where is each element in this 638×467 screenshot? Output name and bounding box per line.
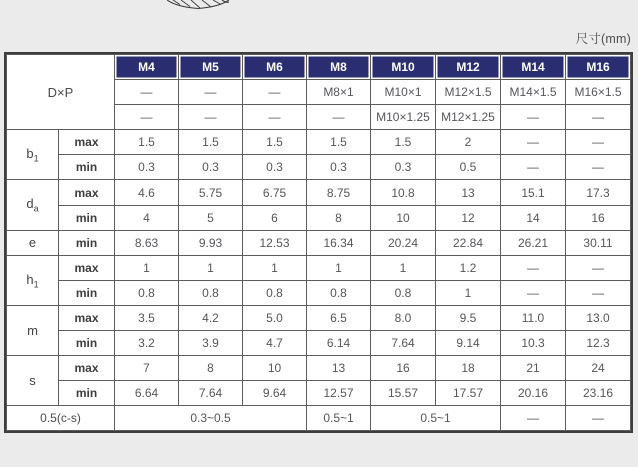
cell: 6.64 bbox=[115, 381, 179, 406]
footer-row bbox=[7, 406, 631, 431]
param-row-e-min bbox=[7, 230, 631, 255]
cell: 9.14 bbox=[436, 331, 501, 356]
size-header-m16: M16 bbox=[566, 55, 631, 80]
cell: 0.8 bbox=[371, 280, 436, 305]
cell: 26.21 bbox=[501, 230, 566, 255]
param-row-da-min bbox=[7, 205, 631, 230]
cell: 10 bbox=[371, 205, 436, 230]
cell: 8.0 bbox=[371, 305, 436, 330]
cell: 1.5 bbox=[115, 130, 179, 155]
size-header-m5: M5 bbox=[179, 55, 243, 80]
cell: — bbox=[501, 155, 566, 180]
footer-cell: — bbox=[501, 406, 566, 431]
size-header-row bbox=[7, 55, 631, 80]
cell: 0.8 bbox=[307, 280, 371, 305]
cell: 2 bbox=[436, 130, 501, 155]
limit-label: min bbox=[59, 280, 115, 305]
cell: — bbox=[179, 80, 243, 105]
limit-label: min bbox=[59, 155, 115, 180]
cell: 3.2 bbox=[115, 331, 179, 356]
cell: 1.5 bbox=[179, 130, 243, 155]
footer-cell: 0.5~1 bbox=[371, 406, 501, 431]
footer-cell: 0.3~0.5 bbox=[115, 406, 307, 431]
limit-label: max bbox=[59, 356, 115, 381]
cell: 17.3 bbox=[566, 180, 631, 205]
param-row-h1-min bbox=[7, 280, 631, 305]
size-header-m8: M8 bbox=[307, 55, 371, 80]
cell: 13 bbox=[436, 180, 501, 205]
cell: 3.9 bbox=[179, 331, 243, 356]
cell: 1.2 bbox=[436, 255, 501, 280]
cell: 13 bbox=[307, 356, 371, 381]
cell: — bbox=[501, 255, 566, 280]
size-header-m6: M6 bbox=[243, 55, 307, 80]
corner-dxp-label: D×P bbox=[7, 55, 115, 130]
cell: — bbox=[115, 105, 179, 130]
limit-label: max bbox=[59, 180, 115, 205]
cell: 12 bbox=[436, 205, 501, 230]
cell: 6 bbox=[243, 205, 307, 230]
cell: M12×1.5 bbox=[436, 80, 501, 105]
limit-label: min bbox=[59, 205, 115, 230]
cell: 4.2 bbox=[179, 305, 243, 330]
cell: — bbox=[501, 280, 566, 305]
cell: — bbox=[243, 80, 307, 105]
cell: 6.75 bbox=[243, 180, 307, 205]
unit-label: 尺寸(mm) bbox=[575, 32, 631, 46]
cell: — bbox=[566, 255, 631, 280]
cell: 24 bbox=[566, 356, 631, 381]
cell: 8 bbox=[179, 356, 243, 381]
cell: M12×1.25 bbox=[436, 105, 501, 130]
cell: 5 bbox=[179, 205, 243, 230]
cell: 13.0 bbox=[566, 305, 631, 330]
spec-table-container bbox=[4, 52, 633, 433]
limit-label: max bbox=[59, 255, 115, 280]
cell: 7.64 bbox=[179, 381, 243, 406]
spec-table bbox=[6, 54, 631, 431]
cell: — bbox=[115, 80, 179, 105]
cell: — bbox=[179, 105, 243, 130]
limit-label: min bbox=[59, 230, 115, 255]
cell: 20.16 bbox=[501, 381, 566, 406]
cell: 0.3 bbox=[371, 155, 436, 180]
param-label-m: m bbox=[7, 305, 59, 355]
param-row-s-min bbox=[7, 381, 631, 406]
nut-drawing-fragment bbox=[167, 0, 229, 10]
param-row-da-max bbox=[7, 180, 631, 205]
size-header-m4: M4 bbox=[115, 55, 179, 80]
cell: — bbox=[566, 130, 631, 155]
param-row-h1-max bbox=[7, 255, 631, 280]
cell: 22.84 bbox=[436, 230, 501, 255]
cell: 16 bbox=[371, 356, 436, 381]
param-label-e: e bbox=[7, 230, 59, 255]
cell: 1 bbox=[115, 255, 179, 280]
cell: 12.3 bbox=[566, 331, 631, 356]
limit-label: min bbox=[59, 331, 115, 356]
cell: M10×1.25 bbox=[371, 105, 436, 130]
cell: 4 bbox=[115, 205, 179, 230]
cell: — bbox=[501, 130, 566, 155]
cell: 21 bbox=[501, 356, 566, 381]
param-row-b1-max bbox=[7, 130, 631, 155]
size-header-m10: M10 bbox=[371, 55, 436, 80]
cell: 30.11 bbox=[566, 230, 631, 255]
cell: 7.64 bbox=[371, 331, 436, 356]
cell: — bbox=[566, 280, 631, 305]
cell: 20.24 bbox=[371, 230, 436, 255]
cell: 0.5 bbox=[436, 155, 501, 180]
cell: 8 bbox=[307, 205, 371, 230]
cell: 17.57 bbox=[436, 381, 501, 406]
param-row-b1-min bbox=[7, 155, 631, 180]
footer-cell: 0.5~1 bbox=[307, 406, 371, 431]
cell: M14×1.5 bbox=[501, 80, 566, 105]
cell: 10.8 bbox=[371, 180, 436, 205]
cell: 5.0 bbox=[243, 305, 307, 330]
cell: 4.7 bbox=[243, 331, 307, 356]
param-row-s-max bbox=[7, 356, 631, 381]
cell: 12.53 bbox=[243, 230, 307, 255]
cell: 1 bbox=[179, 255, 243, 280]
cell: 6.14 bbox=[307, 331, 371, 356]
cell: 16 bbox=[566, 205, 631, 230]
cell: 5.75 bbox=[179, 180, 243, 205]
cell: 15.57 bbox=[371, 381, 436, 406]
cell: 0.3 bbox=[243, 155, 307, 180]
cell: 0.8 bbox=[243, 280, 307, 305]
cell: 12.57 bbox=[307, 381, 371, 406]
limit-label: max bbox=[59, 305, 115, 330]
cell: 1.5 bbox=[243, 130, 307, 155]
limit-label: min bbox=[59, 381, 115, 406]
param-row-m-min bbox=[7, 331, 631, 356]
cell: 23.16 bbox=[566, 381, 631, 406]
cell: 16.34 bbox=[307, 230, 371, 255]
cell: 1.5 bbox=[307, 130, 371, 155]
param-label-b1: $b_1$ bbox=[7, 130, 59, 180]
param-row-m-max bbox=[7, 305, 631, 330]
cell: M16×1.5 bbox=[566, 80, 631, 105]
cell: 10 bbox=[243, 356, 307, 381]
cell: 1 bbox=[243, 255, 307, 280]
cell: — bbox=[566, 105, 631, 130]
cell: 0.3 bbox=[307, 155, 371, 180]
size-header-m14: M14 bbox=[501, 55, 566, 80]
cell: 4.6 bbox=[115, 180, 179, 205]
cell: — bbox=[243, 105, 307, 130]
cell: 14 bbox=[501, 205, 566, 230]
cell: — bbox=[307, 105, 371, 130]
cell: M8×1 bbox=[307, 80, 371, 105]
size-header-m12: M12 bbox=[436, 55, 501, 80]
cell: 11.0 bbox=[501, 305, 566, 330]
cell: 1 bbox=[436, 280, 501, 305]
cell: 6.5 bbox=[307, 305, 371, 330]
cell: 18 bbox=[436, 356, 501, 381]
cell: 1 bbox=[371, 255, 436, 280]
footer-cell: — bbox=[566, 406, 631, 431]
cell: 0.3 bbox=[179, 155, 243, 180]
cell: 9.64 bbox=[243, 381, 307, 406]
cell: 7 bbox=[115, 356, 179, 381]
param-label-s: s bbox=[7, 356, 59, 406]
cell: M10×1 bbox=[371, 80, 436, 105]
footer-label: 0.5(c-s) bbox=[7, 406, 115, 431]
cell: 15.1 bbox=[501, 180, 566, 205]
cell: 8.63 bbox=[115, 230, 179, 255]
cell: 8.75 bbox=[307, 180, 371, 205]
cell: 9.5 bbox=[436, 305, 501, 330]
cell: 0.8 bbox=[179, 280, 243, 305]
param-label-da: $d_a$ bbox=[7, 180, 59, 230]
cell: 0.3 bbox=[115, 155, 179, 180]
cell: — bbox=[501, 105, 566, 130]
param-label-h1: $h_1$ bbox=[7, 255, 59, 305]
cell: 1.5 bbox=[371, 130, 436, 155]
cell: 3.5 bbox=[115, 305, 179, 330]
cell: 0.8 bbox=[115, 280, 179, 305]
cell: 10.3 bbox=[501, 331, 566, 356]
cell: 9.93 bbox=[179, 230, 243, 255]
cell: 1 bbox=[307, 255, 371, 280]
limit-label: max bbox=[59, 130, 115, 155]
cell: — bbox=[566, 155, 631, 180]
